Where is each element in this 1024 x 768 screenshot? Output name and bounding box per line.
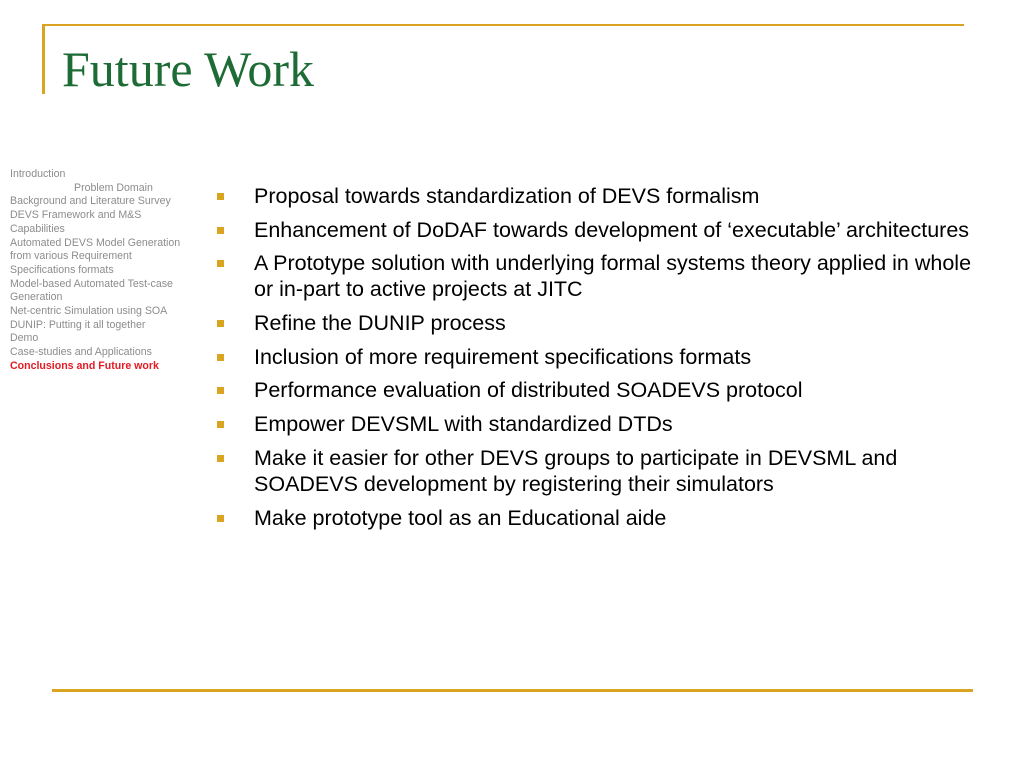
slide-title: Future Work — [62, 41, 314, 97]
nav-item: Model-based Automated Test-case — [10, 277, 173, 290]
nav-item: Problem Domain — [74, 181, 153, 194]
nav-item: Capabilities — [10, 222, 65, 235]
square-bullet-icon — [217, 455, 224, 462]
bullet-text: Inclusion of more requirement specifications formats — [254, 344, 752, 369]
bullet-item — [216, 344, 981, 370]
nav-item: Background and Literature Survey — [10, 195, 171, 208]
square-bullet-icon — [217, 515, 224, 522]
square-bullet-icon — [217, 320, 224, 327]
bullet-text: Make prototype tool as an Educational aide — [254, 505, 667, 530]
bullet-item — [216, 411, 981, 437]
bullet-text: Empower DEVSML with standardized DTDs — [254, 412, 673, 437]
square-bullet-icon — [217, 260, 224, 267]
square-bullet-icon — [217, 227, 224, 234]
nav-item-current: Conclusions and Future work — [10, 359, 159, 372]
nav-item: from various Requirement — [10, 250, 132, 263]
square-bullet-icon — [217, 193, 224, 200]
nav-item: Case-studies and Applications — [10, 346, 152, 359]
outline-nav — [10, 168, 202, 374]
bullet-item — [216, 377, 981, 403]
nav-item: Demo — [10, 332, 39, 345]
bullet-item — [216, 310, 981, 336]
nav-item: Net-centric Simulation using SOA — [10, 305, 168, 318]
bullet-text: A Prototype solution with underlying formal systems theory applied in whole or in-part to active projects at JITC — [254, 251, 972, 302]
bullet-text: Enhancement of DoDAF towards development of ‘executable’ architectures — [254, 217, 970, 242]
nav-item: DEVS Framework and M&S — [10, 209, 142, 222]
square-bullet-icon — [217, 354, 224, 361]
bullet-text: Refine the DUNIP process — [254, 311, 506, 336]
nav-item: Generation — [10, 291, 63, 304]
nav-item: Introduction — [10, 168, 66, 180]
bullet-text: Proposal towards standardization of DEVS formalism — [254, 184, 760, 208]
bullet-item — [216, 445, 981, 497]
square-bullet-icon — [217, 387, 224, 394]
square-bullet-icon — [217, 421, 224, 428]
left-rule — [42, 24, 45, 94]
nav-item: Automated DEVS Model Generation — [10, 236, 181, 249]
bottom-rule — [52, 689, 973, 692]
bullet-item — [216, 505, 981, 531]
nav-item: Specifications formats — [10, 263, 114, 276]
bullet-item — [216, 217, 981, 243]
bullet-item — [216, 183, 981, 209]
bullet-text: Make it easier for other DEVS groups to participate in DEVSML and SOADEVS development by registering their simulators — [254, 445, 898, 496]
bullet-item — [216, 250, 981, 302]
nav-item: DUNIP: Putting it all together — [10, 318, 146, 331]
top-rule — [43, 24, 964, 26]
bullet-list — [216, 183, 981, 538]
bullet-text: Performance evaluation of distributed SOADEVS protocol — [254, 378, 803, 403]
